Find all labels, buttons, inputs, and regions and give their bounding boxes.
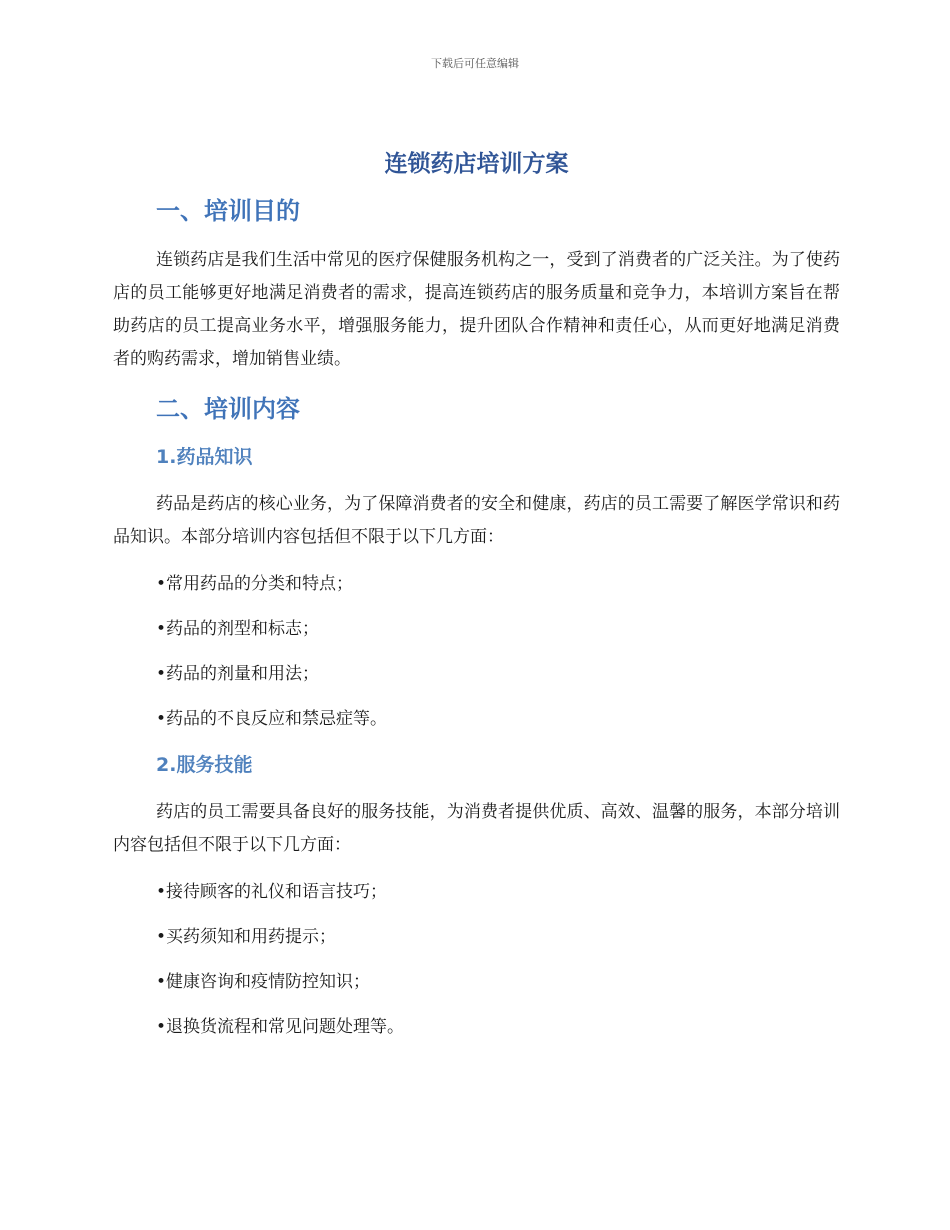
list-item-text: 药品的剂量和用法； [166, 664, 319, 684]
document-title: 连锁药店培训方案 [384, 151, 569, 177]
list-item [113, 878, 840, 906]
list-item-text: 接待顾客的礼仪和语言技巧； [166, 882, 387, 902]
bullet-icon: • [156, 664, 167, 684]
list-item [113, 923, 840, 951]
list-item-text: 药品的不良反应和禁忌症等。 [166, 709, 387, 729]
service-skills-paragraph: 药店的员工需要具备良好的服务技能，为消费者提供优质、高效、温馨的服务，本部分培训内容包括但不限于以下几方面： [113, 802, 840, 855]
list-item [113, 705, 840, 733]
service-skills-list [113, 878, 840, 1041]
list-item-text: 常用药品的分类和特点； [166, 574, 353, 594]
list-item [113, 660, 840, 688]
list-item-text: 药品的剂型和标志； [166, 619, 319, 639]
list-item [113, 615, 840, 643]
section-heading-content: 二、培训内容 [156, 395, 300, 423]
bullet-icon: • [156, 574, 167, 594]
bullet-icon: • [156, 1017, 167, 1037]
document-content [113, 146, 840, 1058]
list-item [113, 570, 840, 598]
purpose-paragraph: 连锁药店是我们生活中常见的医疗保健服务机构之一，受到了消费者的广泛关注。为了使药店的员工能够更好地满足消费者的需求，提高连锁药店的服务质量和竞争力，本培训方案旨在帮助药店的员工提高业务水平，增强服务能力，提升团队合作精神和责任心，从而更好地满足消费者的购药需求，增加销售业绩。 [113, 250, 840, 369]
bullet-icon: • [156, 709, 167, 729]
list-item-text: 健康咨询和疫情防控知识； [166, 972, 370, 992]
drug-knowledge-list [113, 570, 840, 733]
section-heading-purpose: 一、培训目的 [156, 197, 300, 225]
list-item-text: 退换货流程和常见问题处理等。 [166, 1017, 404, 1037]
header-note: 下载后可任意编辑 [431, 57, 519, 70]
list-item-text: 买药须知和用药提示； [166, 927, 336, 947]
list-item [113, 968, 840, 996]
list-item [113, 1013, 840, 1041]
subsection-heading-drug-knowledge: 1.药品知识 [156, 446, 253, 468]
drug-knowledge-paragraph: 药品是药店的核心业务，为了保障消费者的安全和健康，药店的员工需要了解医学常识和药品知识。本部分培训内容包括但不限于以下几方面： [113, 494, 840, 547]
subsection-heading-service-skills: 2.服务技能 [156, 754, 253, 776]
bullet-icon: • [156, 927, 167, 947]
bullet-icon: • [156, 972, 167, 992]
bullet-icon: • [156, 619, 167, 639]
bullet-icon: • [156, 882, 167, 902]
